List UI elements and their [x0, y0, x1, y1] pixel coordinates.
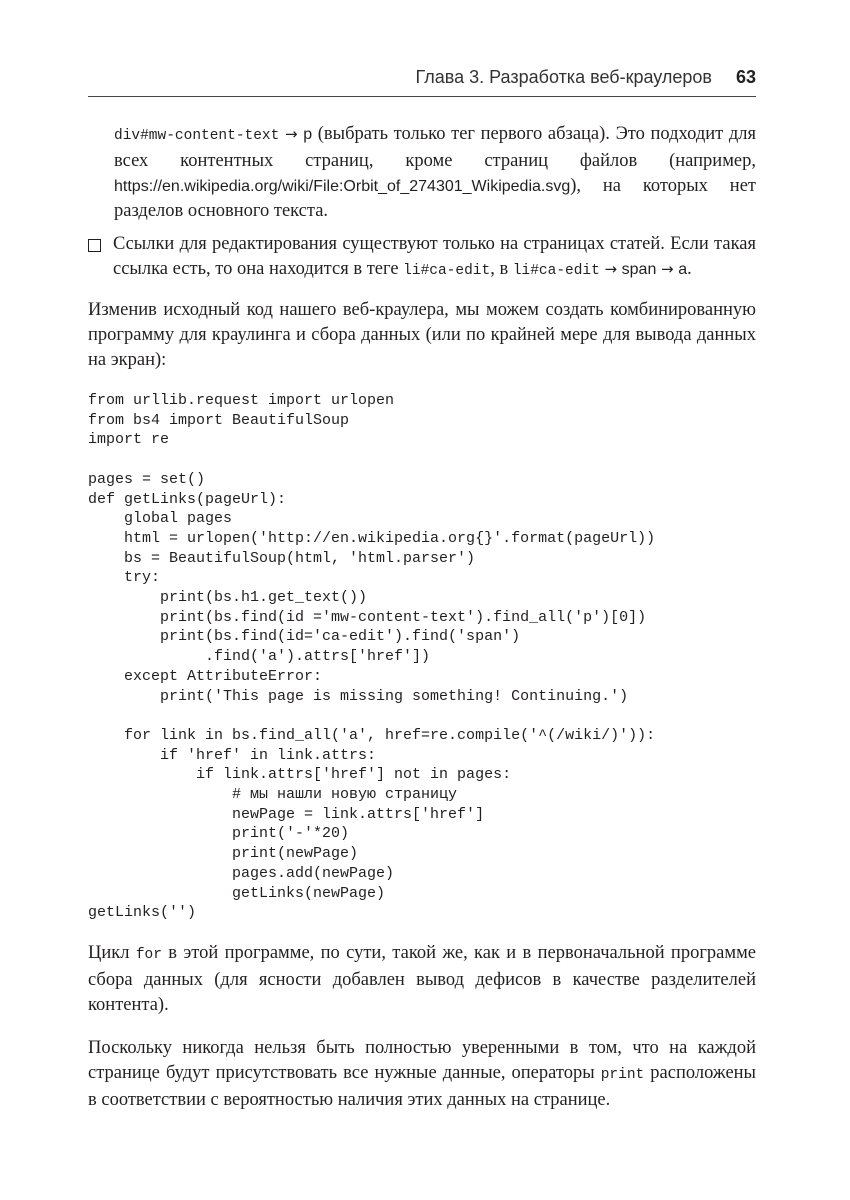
- para2-text-1: Цикл: [88, 942, 136, 963]
- code-line: from urllib.request import urlopen: [88, 392, 395, 409]
- paragraph-3: [88, 1036, 756, 1113]
- url-link[interactable]: https://en.wikipedia.org/wiki/File:Orbit_of_274301_Wikipedia.svg: [114, 178, 571, 195]
- code-line: print(newPage): [88, 845, 359, 863]
- inline-code: li#ca-edit: [512, 263, 600, 279]
- inline-code: for: [135, 946, 162, 963]
- intro-paragraph: [88, 122, 756, 224]
- inline-tag: a: [678, 261, 688, 278]
- code-line: global pages: [88, 510, 233, 528]
- chapter-title: Глава 3. Разработка веб-краулеров: [415, 67, 712, 87]
- code-line: [88, 706, 756, 726]
- arrow-icon: →: [660, 260, 674, 278]
- bullet-end: .: [687, 259, 692, 279]
- inline-tag: span: [621, 261, 657, 278]
- inline-code: print: [600, 1066, 645, 1083]
- running-header: [88, 66, 756, 97]
- code-line: try:: [88, 569, 161, 587]
- arrow-icon: →: [604, 260, 618, 278]
- intro-text-1: (выбрать только тег первого абзаца). Это подходит для всех контентных страниц, кроме страниц файлов (например,: [114, 124, 757, 171]
- code-line: print(bs.find(id='ca-edit').find('span'): [88, 628, 521, 646]
- code-line: for link in bs.find_all('a', href=re.compile('^(/wiki/)')):: [88, 726, 656, 744]
- intro-text-2: ), на которых нет разделов основного текста.: [114, 176, 756, 221]
- code-line: print(bs.find(id ='mw-content-text').find_all('p')[0]): [88, 608, 647, 626]
- code-line: getLinks(newPage): [88, 884, 386, 902]
- code-line: print('-'*20): [88, 825, 350, 843]
- inline-code: div#mw-content-text: [114, 128, 280, 144]
- code-line: # мы нашли новую страницу: [88, 786, 458, 804]
- code-line: import re: [88, 431, 170, 449]
- paragraph-2: [88, 941, 756, 1018]
- code-line: print(bs.h1.get_text()): [88, 589, 368, 607]
- checkbox-bullet-icon: [88, 239, 101, 252]
- code-line: .find('a').attrs['href']): [88, 648, 431, 666]
- code-line: pages.add(newPage): [88, 864, 395, 882]
- bullet-text-1: Ссылки для редактирования существуют только на страницах статей. Если такая ссылка есть, то она находится в теге: [113, 234, 756, 279]
- code-line: if 'href' in link.attrs:: [88, 746, 377, 764]
- inline-tag: p: [303, 126, 313, 143]
- code-line: html = urlopen('http://en.wikipedia.org{}'.format(pageUrl)): [88, 529, 656, 547]
- code-line: getLinks(''): [88, 904, 197, 922]
- bullet-text-2: , в: [490, 259, 513, 279]
- code-line: def getLinks(pageUrl):: [88, 490, 287, 508]
- paragraph-1: Изменив исходный код нашего веб-краулера, мы можем создать комбинированную программу для краулинга и сбора данных (или по крайней мере для вывода данных на экран):: [88, 300, 756, 370]
- code-line: from bs4 import BeautifulSoup: [88, 411, 350, 429]
- code-line: [88, 450, 756, 470]
- para2-text-2: в этой программе, по сути, такой же, как и в первоначальной программе сбора данных (для ясности добавлен вывод дефисов в качестве разделителей контента).: [88, 942, 757, 1015]
- arrow-icon: →: [284, 125, 298, 143]
- para3-text-1: Поскольку никогда нельзя быть полностью уверенными в том, что на каждой странице будут присутствовать все нужные данные, операторы: [88, 1037, 756, 1083]
- page-number: 63: [735, 67, 756, 87]
- page-body: [88, 122, 756, 1113]
- code-listing: [88, 391, 756, 923]
- code-line: newPage = link.attrs['href']: [88, 805, 485, 823]
- code-line: print('This page is missing something! Continuing.'): [88, 687, 629, 705]
- bullet-item: [88, 232, 756, 284]
- code-line: pages = set(): [88, 470, 206, 488]
- code-line: bs = BeautifulSoup(html, 'html.parser'): [88, 549, 476, 567]
- bullet-text: [113, 232, 756, 284]
- code-line: if link.attrs['href'] not in pages:: [88, 766, 512, 784]
- inline-code: li#ca-edit: [403, 263, 491, 279]
- para3-text-2: расположены в соответствии с вероятностью наличия этих данных на странице.: [88, 1062, 756, 1110]
- code-line: except AttributeError:: [88, 667, 323, 685]
